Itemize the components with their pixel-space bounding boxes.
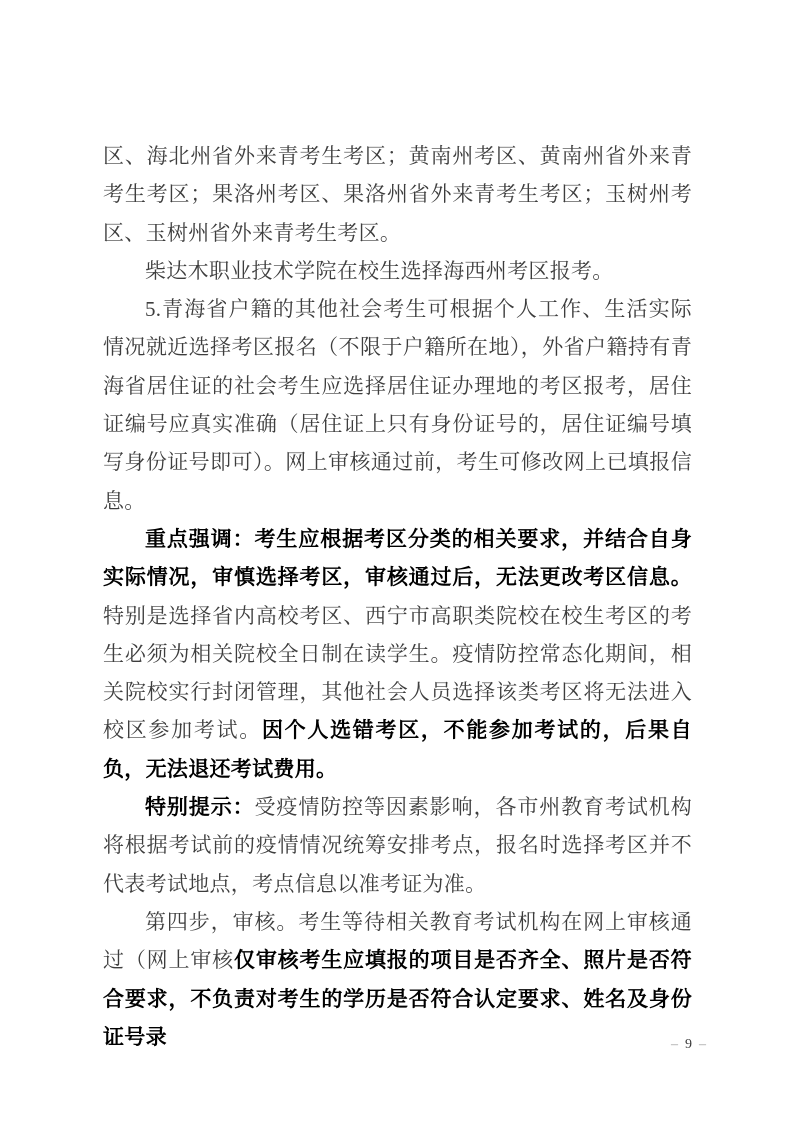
para-key-emphasis	[103, 520, 692, 788]
page-body	[103, 137, 692, 1056]
para-district-list-continuation	[103, 137, 692, 252]
key-emphasis-bold-text: 重点强调：考生应根据考区分类的相关要求，并结合自身实际情况，审慎选择考区，审核通过后，无法更改考区信息。	[103, 526, 692, 590]
para-item-5-other-social-candidates	[103, 290, 692, 520]
para-special-notice	[103, 788, 692, 903]
para-chaidamu-college-note	[103, 252, 692, 290]
para-step-4-review	[103, 903, 692, 1056]
review-scope-bold-text: 仅审核考生应填报的项目是否齐全、照片是否符合要求，不负责对考生的学历是否符合认定要求、姓名及身份证号录	[103, 948, 692, 1049]
text-segment: 区、海北州省外来青考生考区；黄南州考区、黄南州省外来青考生考区；果洛州考区、果洛州省外来青考生考区；玉树州考区、玉树州省外来青考生考区。	[103, 144, 692, 245]
consequence-bold-text: 因个人选错考区，不能参加考试的，后果自负，无法退还考试费用。	[103, 718, 692, 781]
page-number: 9	[685, 1037, 693, 1052]
special-notice-label: 特别提示：	[145, 795, 255, 820]
text-segment: 受疫情防控等因素影响，各市州教育考试机构将根据考试前的疫情情况统筹安排考点，报名时选择考区并不代表考试地点，考点信息以准考证为准。	[103, 795, 693, 896]
text-segment: 第四步，审核。考生等待相关教育考试机构在网上审核通过（网上审核	[103, 909, 692, 973]
text-segment: 5.青海省户籍的其他社会考生可根据个人工作、生活实际情况就近选择考区报名（不限于户籍所在地），外省户籍持有青海省居住证的社会考生应选择居住证办理地的考区报考，居住证编号应真实准确（居住证上只有身份证号的，居住证编号填写身份证号即可）。网上审核通过前，考生可修改网上已填报信息。	[103, 297, 692, 513]
footer-dash-left: –	[671, 1037, 679, 1052]
page-footer	[671, 1035, 707, 1055]
text-segment: 特别是选择省内高校考区、西宁市高职类院校在校生考区的考生必须为相关院校全日制在读学生。疫情防控常态化期间，相关院校实行封闭管理，其他社会人员选择该类考区将无法进入校区参加考试。	[103, 603, 692, 743]
footer-dash-right: –	[699, 1037, 707, 1052]
text-segment: 柴达木职业技术学院在校生选择海西州考区报考。	[145, 258, 614, 283]
